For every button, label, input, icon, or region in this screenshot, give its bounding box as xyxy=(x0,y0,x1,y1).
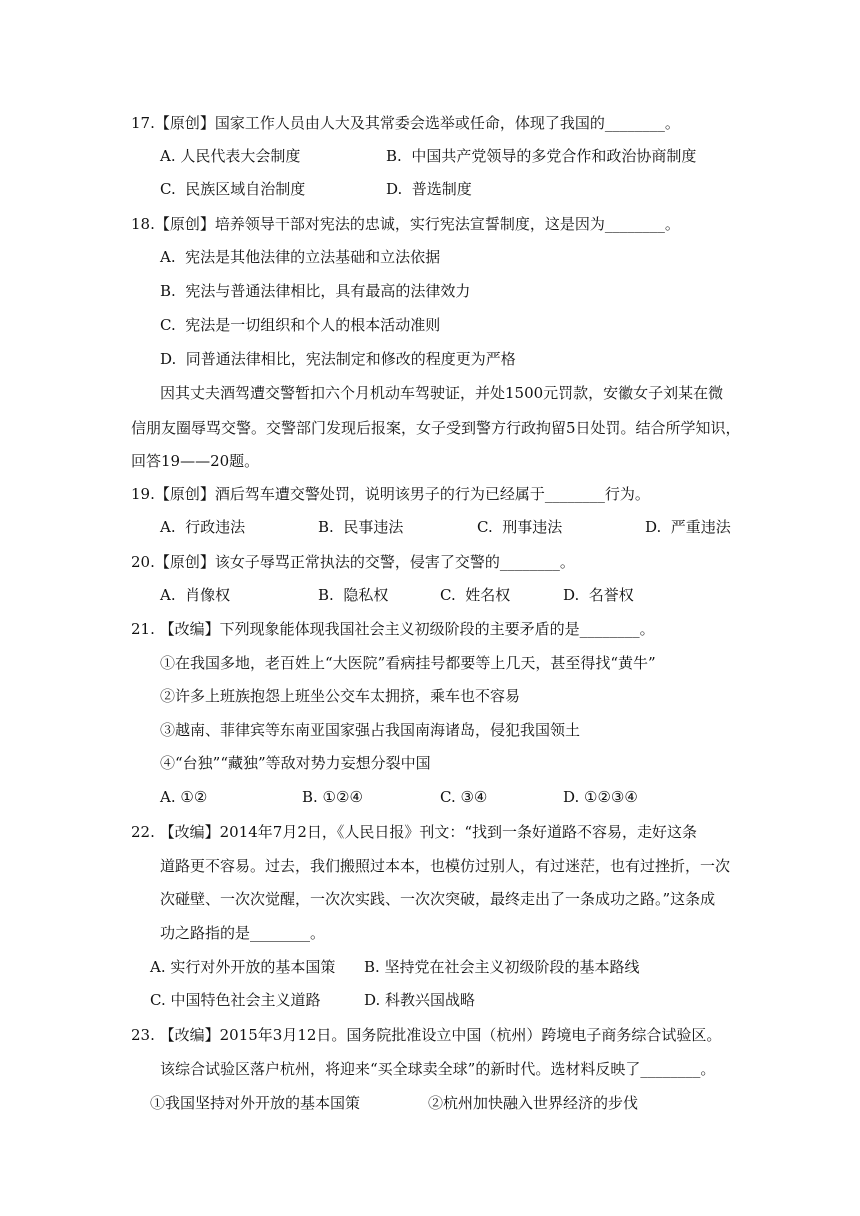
q21-option-a: A. ①② xyxy=(160,788,208,806)
q18-option-a: A. 宪法是其他法律的立法基础和立法依据 xyxy=(160,248,441,266)
q23-item-1: ①我国坚持对外开放的基本国策 xyxy=(150,1094,361,1112)
q17-option-b: B. 中国共产党领导的多党合作和政治协商制度 xyxy=(386,147,697,165)
q21-item-4: ④“台独”“藏独”等敌对势力妄想分裂中国 xyxy=(160,754,431,772)
material-line-2: 信朋友圈辱骂交警。交警部门发现后报案，女子受到警方行政拘留5日处罚。结合所学知识， xyxy=(131,419,741,437)
q19-option-a: A. 行政违法 xyxy=(160,518,246,536)
q19-option-d: D. 严重违法 xyxy=(645,518,731,536)
q18-stem: 18.【原创】培养领导干部对宪法的忠诚，实行宪法宣誓制度，这是因为________。 xyxy=(131,215,680,233)
q21-stem: 21. 【改编】下列现象能体现我国社会主义初级阶段的主要矛盾的是________。 xyxy=(131,620,655,638)
q20-option-b: B. 隐私权 xyxy=(318,586,389,604)
q20-option-a: A. 肖像权 xyxy=(160,586,231,604)
q20-option-d: D. 名誉权 xyxy=(563,586,634,604)
q21-option-d: D. ①②③④ xyxy=(563,788,638,806)
q18-option-c: C. 宪法是一切组织和个人的根本活动准则 xyxy=(160,316,441,334)
q17-stem: 17.【原创】国家工作人员由人大及其常委会选举或任命，体现了我国的________。 xyxy=(131,114,680,132)
q19-option-c: C. 刑事违法 xyxy=(477,518,563,536)
q20-stem: 20.【原创】该女子辱骂正常执法的交警，侵害了交警的________。 xyxy=(131,553,575,571)
q17-option-d: D. 普选制度 xyxy=(386,180,472,198)
material-line-3: 回答19——20题。 xyxy=(131,452,260,470)
q19-option-b: B. 民事违法 xyxy=(318,518,404,536)
q21-item-1: ①在我国多地，老百姓上“大医院”看病挂号都要等上几天，甚至得找“黄牛” xyxy=(160,654,656,672)
q20-option-c: C. 姓名权 xyxy=(440,586,511,604)
material-line-1: 因其丈夫酒驾遭交警暂扣六个月机动车驾驶证，并处1500元罚款，安徽女子刘某在微 xyxy=(160,384,724,402)
q23-line-1: 23. 【改编】2015年3月12日。国务院批准设立中国（杭州）跨境电子商务综合试验区。 xyxy=(131,1026,722,1044)
q17-option-a: A. 人民代表大会制度 xyxy=(160,147,301,165)
q21-item-2: ②许多上班族抱怨上班坐公交车太拥挤，乘车也不容易 xyxy=(160,687,521,705)
q21-option-b: B. ①②④ xyxy=(302,788,363,806)
q18-option-b: B. 宪法与普通法律相比，具有最高的法律效力 xyxy=(160,282,471,300)
q21-item-3: ③越南、菲律宾等东南亚国家强占我国南海诸岛，侵犯我国领土 xyxy=(160,721,581,739)
q18-option-d: D. 同普通法律相比，宪法制定和修改的程度更为严格 xyxy=(160,350,516,368)
q22-line-4: 功之路指的是________。 xyxy=(160,924,326,942)
q22-option-d: D. 科教兴国战略 xyxy=(364,991,476,1009)
q22-option-c: C. 中国特色社会主义道路 xyxy=(150,991,321,1009)
q22-line-3: 次碰壁、一次次觉醒，一次次实践、一次次突破，最终走出了一条成功之路。”这条成 xyxy=(160,890,716,908)
q21-option-c: C. ③④ xyxy=(440,788,488,806)
q23-line-2: 该综合试验区落户杭州，将迎来“买全球卖全球”的新时代。选材料反映了________。 xyxy=(160,1060,716,1078)
q22-option-b: B. 坚持党在社会主义初级阶段的基本路线 xyxy=(364,958,640,976)
q22-option-a: A. 实行对外开放的基本国策 xyxy=(150,958,336,976)
q23-item-2: ②杭州加快融入世界经济的步伐 xyxy=(428,1094,639,1112)
q17-option-c: C. 民族区域自治制度 xyxy=(160,180,306,198)
q22-line-2: 道路更不容易。过去，我们搬照过本本，也模仿过别人，有过迷茫，也有过挫折，一次 xyxy=(160,857,731,875)
q19-stem: 19.【原创】酒后驾车遭交警处罚，说明该男子的行为已经属于________行为。 xyxy=(131,485,650,503)
q22-line-1: 22. 【改编】2014年7月2日，《人民日报》刊文：“找到一条好道路不容易，走好这条 xyxy=(131,823,698,841)
